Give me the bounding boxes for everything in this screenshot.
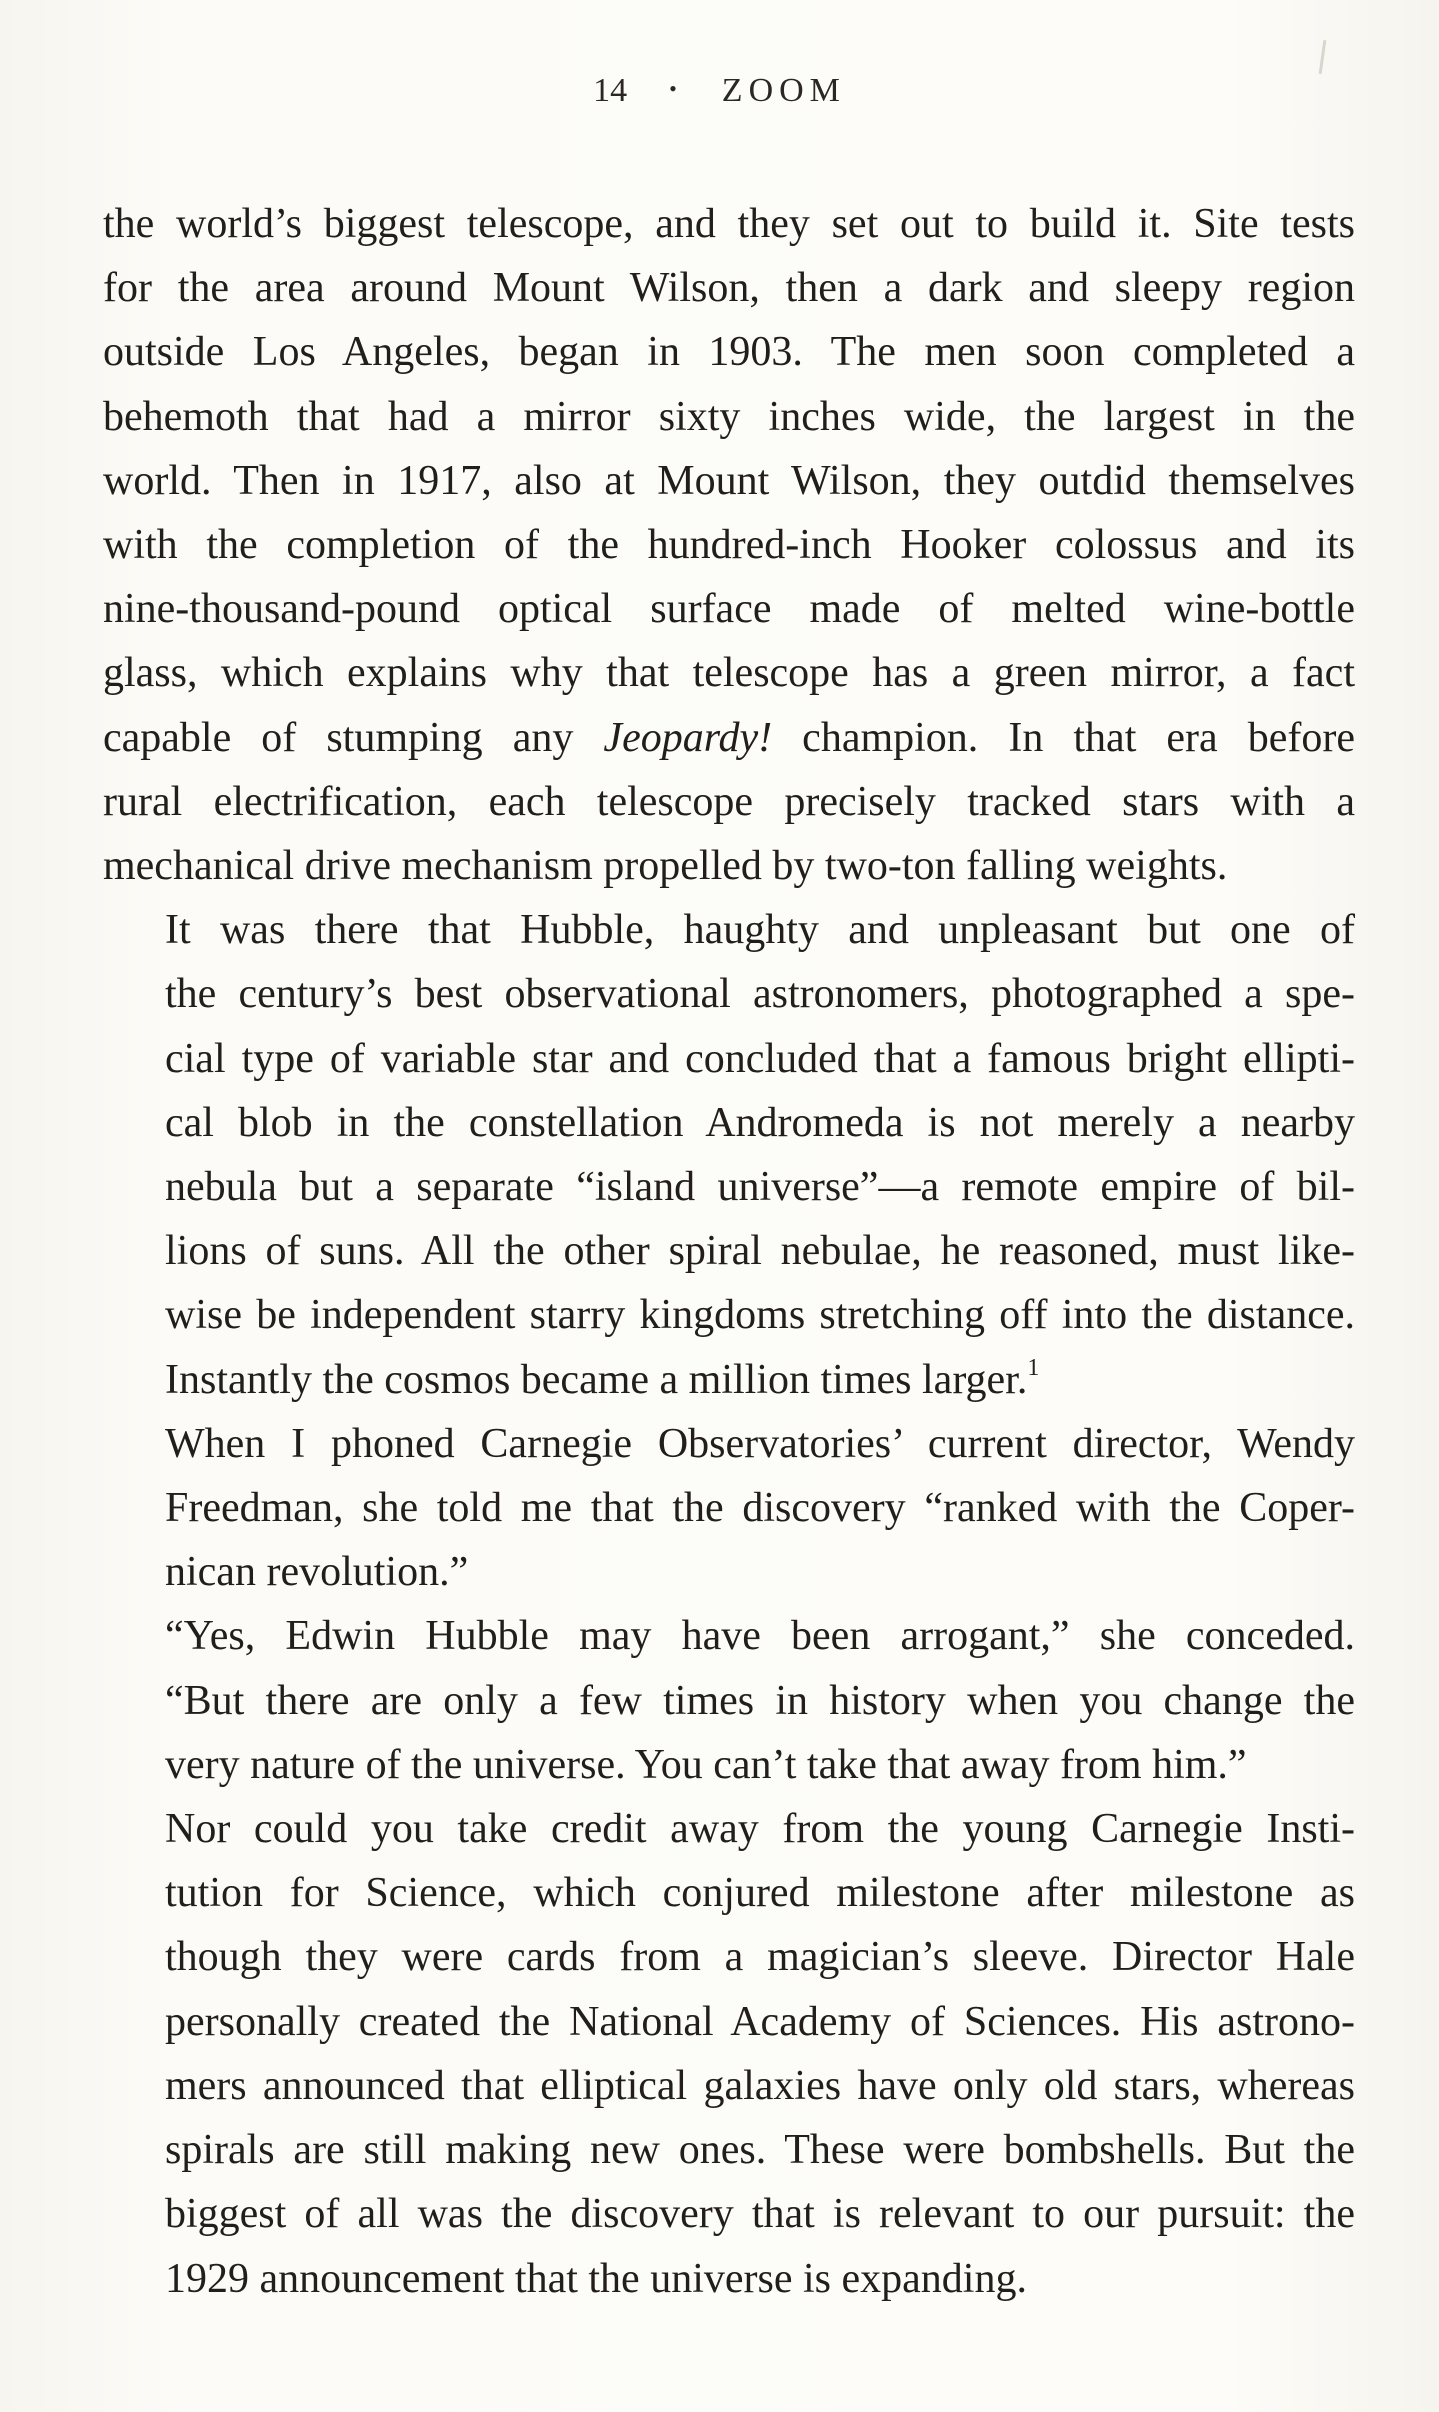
text-line: the century’s best observational astronomers, photographed a spe- (165, 971, 1355, 1018)
text-line: cial type of variable star and concluded that a famous bright ellipti- (165, 1035, 1355, 1082)
text-line: “Yes, Edwin Hubble may have been arrogant,” she conceded. (165, 1613, 1355, 1660)
text-line: mers announced that elliptical galaxies have only old stars, whereas (165, 2062, 1355, 2109)
paragraph-5 (103, 1797, 1355, 2311)
running-head: ZOOM (721, 72, 846, 109)
text-line: behemoth that had a mirror sixty inches wide, the largest in the (103, 393, 1355, 440)
text-line: nican revolution.” (165, 1549, 469, 1596)
text-line: It was there that Hubble, haughty and unpleasant but one of (165, 907, 1355, 954)
paragraph-1 (103, 192, 1355, 898)
text-line: cal blob in the constellation Andromeda is not merely a nearby (165, 1099, 1355, 1146)
text-line: biggest of all was the discovery that is relevant to our pursuit: the (165, 2191, 1355, 2238)
text-line: rural electrification, each telescope precisely tracked stars with a (103, 778, 1355, 825)
text-line: with the completion of the hundred-inch Hooker colossus and its (103, 522, 1355, 569)
text-line: tution for Science, which conjured milestone after milestone as (165, 1870, 1355, 1917)
text-line: Freedman, she told me that the discovery “ranked with the Coper- (165, 1485, 1355, 1532)
text-line: for the area around Mount Wilson, then a dark and sleepy region (103, 265, 1355, 312)
paragraph-2 (103, 898, 1355, 1412)
line-text: capable of stumping any (103, 714, 604, 761)
text-line: nine-thousand-pound optical surface made of melted wine-bottle (103, 586, 1355, 633)
text-line: very nature of the universe. You can’t take that away from him.” (165, 1741, 1247, 1788)
scan-speck (1319, 40, 1327, 74)
text-line: nebula but a separate “island universe”—a remote empire of bil- (165, 1164, 1355, 1211)
text-line: lions of suns. All the other spiral nebulae, he reasoned, must like- (165, 1228, 1355, 1275)
jeopardy-title: Jeopardy! (603, 714, 773, 761)
body-text (103, 192, 1355, 2311)
text-line: 1929 announcement that the universe is expanding. (165, 2255, 1027, 2302)
header-bullet: • (669, 76, 680, 101)
footnote-marker: 1 (1027, 1354, 1040, 1381)
line-text: champion. In that era before (772, 714, 1355, 761)
text-line: personally created the National Academy of Sciences. His astrono- (165, 1998, 1355, 2045)
text-line: the world’s biggest telescope, and they set out to build it. Site tests (103, 201, 1355, 247)
text-line-with-footnote (103, 1348, 1355, 1412)
text-line: “But there are only a few times in history when you change the (165, 1677, 1355, 1724)
text-line: spirals are still making new ones. These were bombshells. But the (165, 2127, 1355, 2174)
text-line: world. Then in 1917, also at Mount Wilson, they outdid themselves (103, 457, 1355, 504)
text-line-with-italic (103, 706, 1355, 770)
page-header (0, 72, 1439, 110)
text-line: wise be independent starry kingdoms stretching off into the distance. (165, 1292, 1355, 1339)
text-line: Nor could you take credit away from the young Carnegie Insti- (165, 1806, 1355, 1853)
paragraph-4 (103, 1604, 1355, 1797)
text-line: outside Los Angeles, began in 1903. The men soon completed a (103, 329, 1355, 376)
paragraph-3 (103, 1412, 1355, 1605)
text-line: glass, which explains why that telescope has a green mirror, a fact (103, 650, 1355, 697)
text-line: When I phoned Carnegie Observatories’ current director, Wendy (165, 1420, 1355, 1467)
text-line: though they were cards from a magician’s sleeve. Director Hale (165, 1934, 1355, 1981)
page-number: 14 (593, 72, 628, 109)
text-line: mechanical drive mechanism propelled by two-ton falling weights. (103, 843, 1228, 890)
line-text: Instantly the cosmos became a million times larger. (165, 1356, 1028, 1403)
